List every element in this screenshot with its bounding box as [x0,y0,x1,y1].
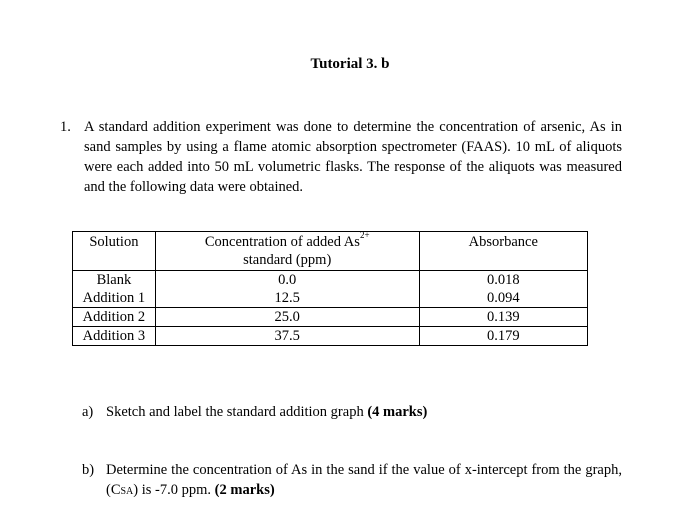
cell-solution: Blank Addition 1 [73,271,156,308]
part-a [82,402,622,422]
cell-solution: Addition 3 [73,327,156,346]
part-a-text: Sketch and label the standard addition graph [106,404,368,420]
header-concentration: Concentration of added $As^{2+}$ standard (ppm) [155,232,419,271]
table-row [73,327,588,346]
cell-absorbance: 0.018 0.094 [419,271,587,308]
part-a-marks: (4 marks) [367,404,428,420]
cell-absorbance: 0.179 [419,327,587,346]
table-row [73,271,588,308]
question-text: A standard addition experiment was done to determine the concentration of arsenic, As in sand samples by using a flame atomic absorption spectrometer (FAAS). 10 mL of aliquots were each added into 50 mL volumetric flasks. The response of the aliquots was measured and the following data were obtained. [84,119,622,195]
part-b [82,460,622,502]
cell-absorbance: 0.139 [419,308,587,327]
part-b-marks: (2 marks) [214,482,275,498]
header-absorbance: Absorbance [419,232,587,271]
part-a-label: a) [82,404,94,420]
header-solution: Solution [73,232,156,271]
part-b-text: Determine the concentration of As in the sand if the value of x-intercept from the graph, (C [106,462,622,498]
page-title: Tutorial 3. b [310,56,390,72]
question-number: 1. [60,119,71,135]
cell-concentration: 25.0 [155,308,419,327]
part-b-subscript: SA [120,486,134,497]
data-table [72,231,588,346]
part-b-text-post: ) is -7.0 ppm. [133,482,215,498]
cell-concentration: 0.0 12.5 [155,271,419,308]
table-header-row [73,232,588,271]
part-b-label: b) [82,462,95,478]
cell-solution: Addition 2 [73,308,156,327]
cell-concentration: 37.5 [155,327,419,346]
table-row [73,308,588,327]
question-1 [60,117,622,197]
